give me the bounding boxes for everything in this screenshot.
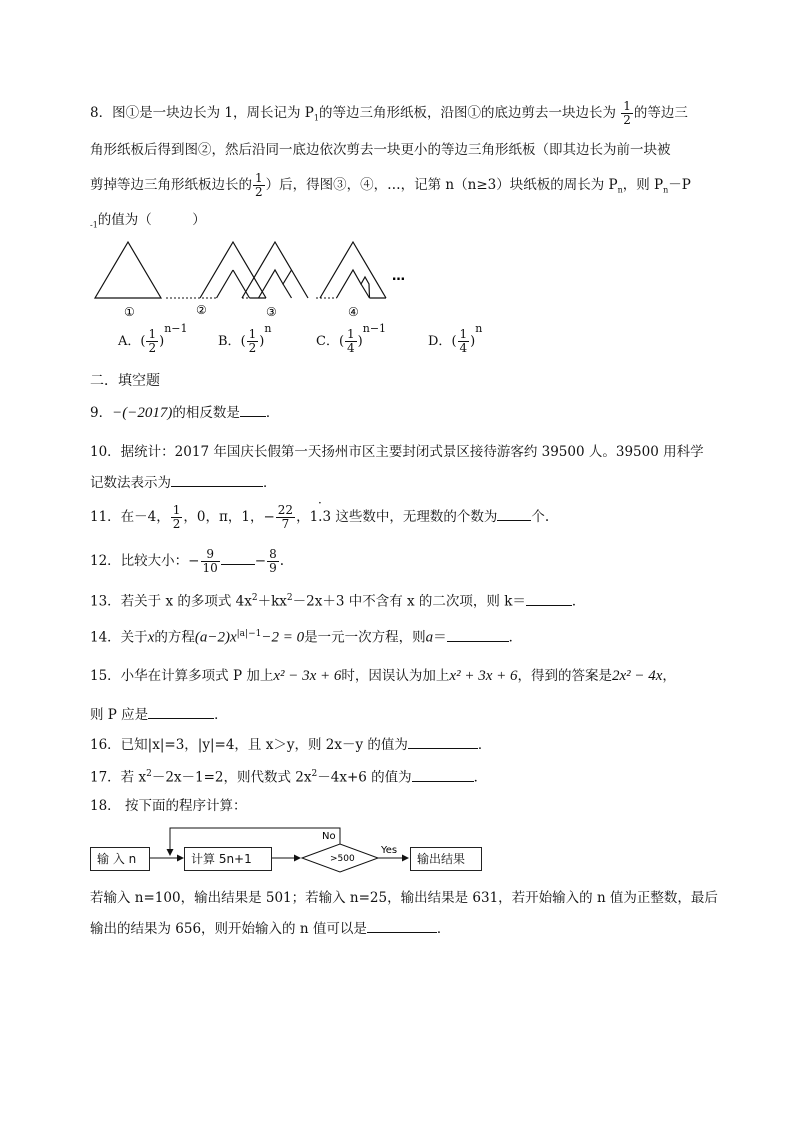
frac-den: 4 bbox=[347, 341, 355, 355]
q17-end: ． bbox=[473, 769, 488, 786]
q8-text-1a: 8．图①是一块边长为 1，周长记为 P bbox=[90, 105, 314, 121]
frac-num: 1 bbox=[248, 327, 257, 341]
option-letter: C． bbox=[316, 334, 339, 349]
fraction-half bbox=[621, 100, 633, 127]
frac-den: 2 bbox=[623, 113, 631, 127]
q8-text-3c: ，则 P bbox=[622, 177, 664, 193]
figure-label-1: ① bbox=[124, 305, 135, 319]
frac-num: 22 bbox=[277, 503, 294, 517]
q14-end: ． bbox=[508, 629, 523, 646]
q13-text-b: ＋kx bbox=[257, 593, 287, 610]
q11-text-a: 11．在－4， bbox=[90, 509, 170, 525]
q8-line3 bbox=[90, 172, 691, 201]
q15-text-a: 15．小华在计算多项式 P 加上 bbox=[90, 668, 274, 684]
q14-answer-blank[interactable] bbox=[447, 627, 509, 642]
q16-end: ． bbox=[477, 737, 492, 753]
option-c[interactable]: C．( $\frac{1}{4}$ )$^{n-1}$ bbox=[316, 321, 387, 355]
q11-text-b: ，0，π，1，− bbox=[183, 509, 275, 525]
frac-num: 1 bbox=[255, 171, 263, 185]
q8-sub-3b: n bbox=[663, 185, 669, 195]
q13-end: ． bbox=[571, 593, 586, 610]
option-exponent: n−1 bbox=[164, 321, 188, 335]
frac-den: 2 bbox=[248, 341, 257, 355]
q14-exponent: |a|−1 bbox=[236, 629, 262, 639]
figure-3 bbox=[240, 242, 308, 298]
option-letter: B． bbox=[218, 334, 241, 349]
q8-line2 bbox=[90, 140, 671, 160]
q9-answer-blank[interactable] bbox=[240, 402, 266, 417]
q17-sup-1: 2 bbox=[146, 769, 152, 779]
figure-label-2: ② bbox=[196, 303, 207, 317]
option-letter: D． bbox=[428, 334, 452, 349]
q15-text-c: ，得到的答案是 bbox=[517, 668, 612, 684]
flow-no-label: No bbox=[322, 831, 336, 842]
q9-end: ． bbox=[265, 405, 280, 421]
frac-den: 7 bbox=[281, 517, 290, 531]
frac-num: 1 bbox=[148, 327, 157, 341]
q17-answer-blank[interactable] bbox=[412, 767, 474, 782]
frac-num: 1 bbox=[459, 327, 468, 341]
q12-line bbox=[90, 548, 284, 575]
q14-var-a: a bbox=[425, 629, 434, 646]
q8-sub-1: 1 bbox=[313, 113, 319, 123]
flow-compute-box: 计算 5n+1 bbox=[184, 847, 272, 871]
flow-input-box: 输 入 n bbox=[90, 847, 150, 871]
q17-text-b: －2x－1=2，则代数式 2x bbox=[151, 769, 312, 786]
figure-1 bbox=[95, 242, 161, 298]
q8-text-4: 的值为（ ） bbox=[97, 212, 206, 228]
q8-text-2: 角形纸板后得到图②，然后沿同一底边依次剪去一块更小的等边三角形纸板（即其边长为前一块被 bbox=[90, 142, 671, 158]
option-a[interactable]: A．( $\frac{1}{2}$ )$^{n-1}$ bbox=[118, 321, 188, 355]
option-b[interactable]: B．( $\frac{1}{2}$ )$^n$ bbox=[218, 321, 272, 355]
q18-text: 输出的结果为 656，则开始输入的 n 值可以是 bbox=[90, 921, 367, 937]
q11-text-c: ，1.3 这些数中，无理数的个数为 bbox=[296, 509, 498, 525]
q14-equation: (a−2)x bbox=[194, 629, 237, 646]
frac-den: 10 bbox=[202, 561, 218, 575]
q8-text-1c: 的等边三 bbox=[633, 105, 688, 121]
q13-text-c: －2x＋3 中不含有 x 的二次项，则 k＝ bbox=[292, 593, 526, 610]
q16-answer-blank[interactable] bbox=[408, 734, 478, 749]
q15-line2 bbox=[90, 704, 228, 725]
q13-answer-blank[interactable] bbox=[526, 591, 572, 606]
q12-text-a: 12．比较大小：− bbox=[90, 553, 200, 569]
q8-sub-4: -1 bbox=[90, 220, 98, 230]
figure-label-3: ③ bbox=[266, 305, 277, 319]
q14-var-x: x bbox=[147, 629, 155, 646]
q10-answer-blank[interactable] bbox=[171, 472, 263, 487]
option-exponent: n bbox=[264, 321, 272, 335]
frac-num: 1 bbox=[347, 327, 355, 341]
q15-poly-1: x² − 3x + 6 bbox=[273, 668, 342, 684]
flowchart bbox=[90, 822, 510, 882]
q8-text-3d: －P bbox=[668, 177, 691, 193]
q13-text-a: 13．若关于 x 的多项式 4x bbox=[90, 593, 252, 610]
q14-equals: ＝ bbox=[433, 629, 447, 646]
fraction-half bbox=[253, 172, 265, 199]
figure-4 bbox=[316, 242, 386, 298]
option-d[interactable]: D．( $\frac{1}{4}$ )$^n$ bbox=[428, 321, 483, 355]
figure-label-4: ④ bbox=[348, 305, 359, 319]
q10-line2 bbox=[90, 472, 277, 493]
frac-den: 2 bbox=[172, 517, 181, 531]
q15-text-d: ， bbox=[662, 668, 676, 684]
q8-line1 bbox=[90, 100, 688, 129]
frac-num: 9 bbox=[201, 548, 220, 562]
flow-condition-label: >500 bbox=[330, 854, 355, 864]
option-exponent: n−1 bbox=[362, 321, 387, 335]
q18-line2 bbox=[90, 918, 450, 939]
q12-text-b: − bbox=[254, 553, 267, 569]
q18-line1: 若输入 n=100，输出结果是 501；若输入 n=25，输出结果是 631，若开始输入的 n 值为正整数，最后 bbox=[90, 890, 718, 906]
q14-text-c: 是一元一次方程，则 bbox=[304, 629, 426, 646]
q15-poly-3: 2x² − 4x bbox=[611, 668, 663, 684]
figure-2 bbox=[166, 242, 266, 298]
frac-den: 2 bbox=[148, 341, 157, 355]
frac-den: 9 bbox=[269, 561, 277, 575]
q13-sup-2: 2 bbox=[286, 593, 293, 603]
repeating-dot: · bbox=[318, 496, 322, 510]
q16-text: 16．已知|x|=3，|y|=4，且 x＞y，则 2x－y 的值为 bbox=[90, 737, 408, 753]
q8-line4 bbox=[90, 210, 206, 236]
q17-text-c: －4x+6 的值为 bbox=[317, 769, 412, 786]
q12-text-c: . bbox=[279, 553, 285, 569]
q8-text-3a: 剪掉等边三角形纸板边长的 bbox=[90, 177, 252, 193]
q14-equation-rest: −2 = 0 bbox=[261, 629, 305, 646]
figure-ellipsis: … bbox=[392, 269, 405, 284]
q11-text-d: 个. bbox=[531, 509, 550, 525]
q15-text-e: 则 P 应是 bbox=[90, 707, 149, 723]
q17-sup-2: 2 bbox=[311, 769, 318, 779]
q13-line bbox=[90, 588, 585, 612]
triangle-figures bbox=[90, 234, 420, 324]
q8-sub-3a: n bbox=[617, 185, 623, 195]
q10-text: 记数法表示为 bbox=[90, 475, 171, 491]
frac-num: 1 bbox=[623, 99, 631, 113]
q17-text-a: 17．若 x bbox=[90, 769, 147, 786]
q10-line1: 10．据统计：2017 年国庆长假第一天扬州市区主要封闭式景区接待游客约 39500 人。39500 用科学 bbox=[90, 444, 704, 460]
q9-number: 9． bbox=[90, 405, 113, 421]
q11-answer-blank[interactable] bbox=[497, 506, 531, 521]
q15-answer-blank[interactable] bbox=[148, 704, 214, 719]
q8-text-3b: ）后，得图③，④，…，记第 n（n≥3）块纸板的周长为 P bbox=[265, 177, 618, 193]
q15-end: ． bbox=[214, 707, 228, 723]
q17-line bbox=[90, 764, 487, 788]
q10-end: ． bbox=[263, 475, 277, 491]
q18-title: 18． 按下面的程序计算： bbox=[90, 798, 247, 814]
q18-end: ． bbox=[436, 921, 451, 937]
flow-yes-label: Yes bbox=[381, 845, 398, 856]
flow-output-box: 输出结果 bbox=[410, 847, 482, 871]
q18-answer-blank[interactable] bbox=[367, 918, 437, 933]
q14-line bbox=[90, 624, 522, 648]
option-exponent: n bbox=[475, 321, 483, 335]
q13-sup-1: 2 bbox=[251, 593, 258, 603]
q15-text-b: 时，因误认为加上 bbox=[341, 668, 450, 684]
q9-text: 的相反数是 bbox=[172, 405, 240, 421]
q12-answer-blank[interactable] bbox=[221, 550, 255, 565]
section-heading: 二．填空题 bbox=[90, 373, 160, 389]
q9-expression: −(−2017) bbox=[112, 405, 173, 421]
option-letter: A． bbox=[118, 334, 141, 349]
q14-text-a: 14．关于 bbox=[90, 629, 148, 646]
q15-poly-2: x² + 3x + 6 bbox=[449, 668, 518, 684]
frac-num: 1 bbox=[172, 503, 181, 517]
q9-line bbox=[90, 402, 279, 423]
frac-num: 8 bbox=[269, 547, 277, 561]
q8-text-1b: 的等边三角形纸板，沿图①的底边剪去一块边长为 bbox=[318, 105, 616, 121]
frac-den: 4 bbox=[459, 341, 468, 355]
q14-text-b: 的方程 bbox=[154, 629, 195, 646]
q15-line1 bbox=[90, 666, 676, 686]
q16-line bbox=[90, 734, 491, 755]
frac-den: 2 bbox=[255, 185, 263, 199]
